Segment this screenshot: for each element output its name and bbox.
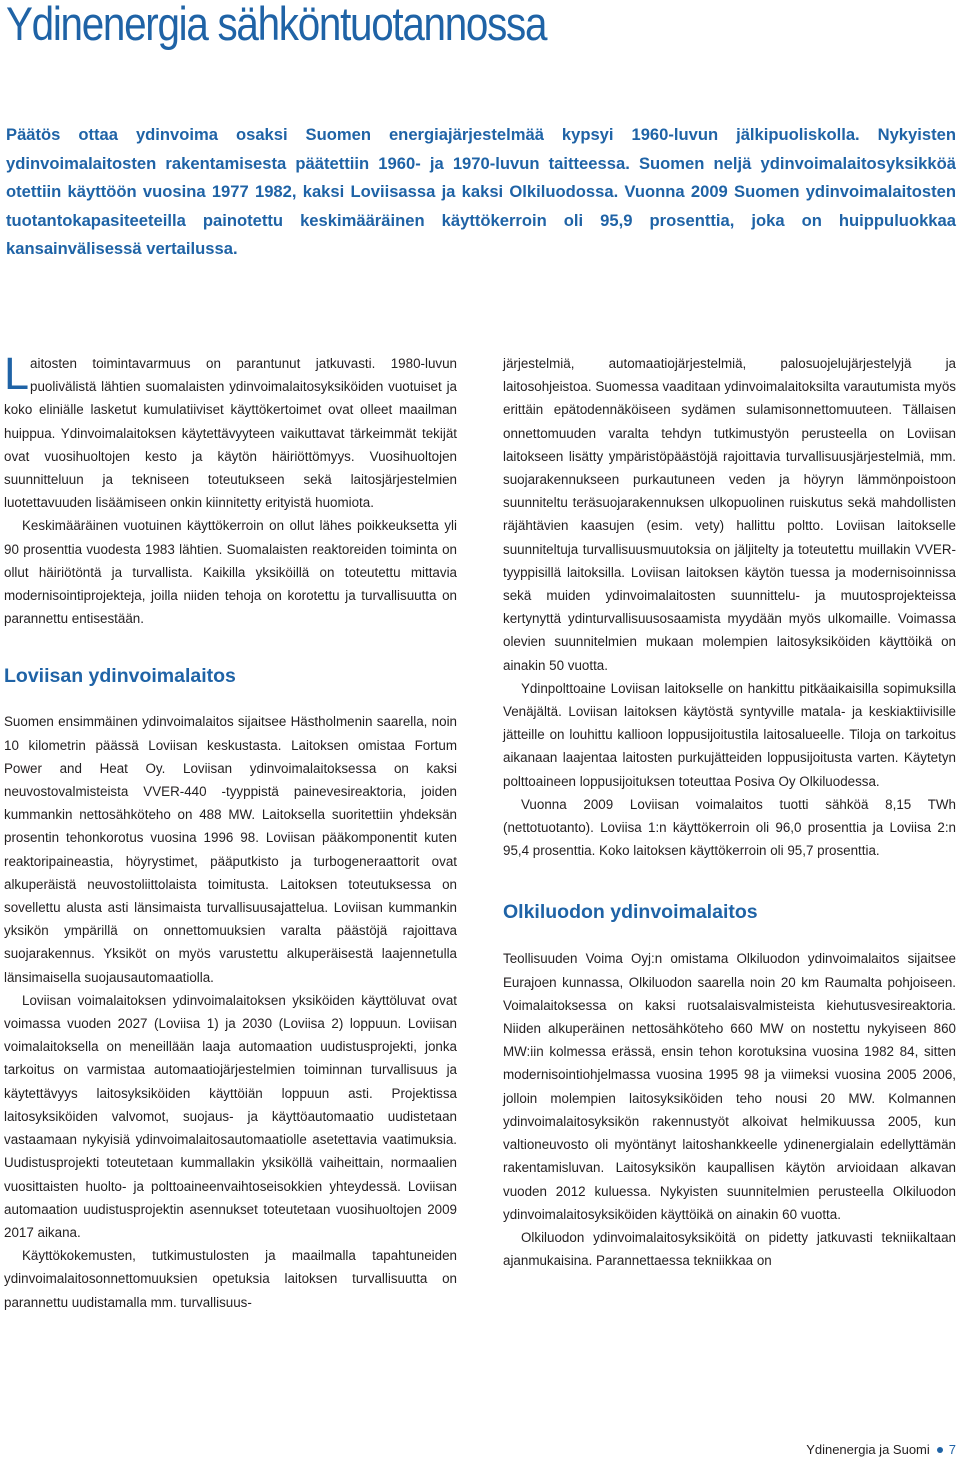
page-number: 7 <box>948 1442 956 1457</box>
body-paragraph: Suomen ensimmäinen ydinvoimalaitos sijaitsee Hästholmenin saarella, noin 10 kilometrin päässä Loviisan keskustasta. Laitoksen omistaa Fortum Power and Heat Oy. Loviisan ydinvoimalaitoksessa on kaksi neuvostovalmisteista VVER-440 -tyyppistä painevesireaktoria, joiden kummankin nettosähköteho on 488 MW. Laitoksella suoritettiin yhdeksän prosentin tehonkorotus vuosina 1996 98. Loviisan pääkomponentit kuten reaktoripaineastia, höyrystimet, pääputkisto ja turbogeneraattorit ovat alkuperäistä neuvostoliittolaista toimitusta. Laitoksen toteutuksessa on sovellettu alusta asti länsimaista turvallisuusajattelua. Loviisan kummankin yksikön ympärillä on onnettomuuksien varalta päästöjä rajoittava suojarakennus. Yksiköt on myös varustettu alkuperäisestä laajennetulla länsimaisella suojausautomaatiolla. <box>4 714 457 985</box>
page-footer <box>806 1442 956 1457</box>
body-paragraph: Ydinpolttoaine Loviisan laitokselle on hankittu pitkäaikaisilla sopimuksilla Venäjältä. Loviisan laitoksen käytöstä syntyville matala- ja keskiaktiivisille jätteille on louhittu kallioon loppusijoitustila laitosalueelle. Tiloja on tarkoitus aikanaan laajentaa laitosten purkujätteiden loppusijoitusta varten. Käytetyn polttoaineen loppusijoituksen toteuttaa Posiva Oy Olkiluodessa. <box>503 680 956 789</box>
body-paragraph: Olkiluodon ydinvoimalaitosyksiköitä on pidetty jatkuvasti tekniikaltaan ajanmukaisina. Parannettaessa tekniikkaa on <box>503 1229 956 1269</box>
body-paragraph: Keskimääräinen vuotuinen käyttökerroin on ollut lähes poikkeuksetta yli 90 prosenttia vuodesta 1983 lähtien. Suomalaisten reaktoreiden toiminta on ollut häiriötöntä ja turvallista. Kaikilla yksiköillä on toteutettu mittavia modernisointiprojekteja, joilla niiden tehoja on korotettu ja turvallisuutta on parannettu entisestään. <box>4 518 457 627</box>
body-paragraph: järjestelmiä, automaatiojärjestelmiä, palosuojelujärjestelyjä ja laitosohjeistoa. Suomessa vaaditaan ydinvoimalaitoksilta varautumista myös erittäin epätodennäköiseen sydämen sulamisonnettomuuteen. Tällaisen onnettomuuden varalta tehdyn tutkimustyön perusteella on Loviisan laitokseen lisätty ympäristöpäästöjä rajoittavia turvallisuusjärjestelmiä, mm. suojarakennukseen purkautuneen veden ja höyryn lämmönpoistoon suunniteltu teräsuojarakennuksen ulkopuolinen ruiskutus sekä mahdollisten räjähtävien kaasujen (esim. vety) hallittu poltto. Loviisan laitokselle suunniteltuja turvallisuusmuutoksia on jäljitelty ja toteutettu muillakin VVER-tyyppisillä laitoksilla. Loviisan laitoksen käytön tuessa ja modernisoinnissa sekä muiden ydinvoimalaitosten suunnittelu- ja muutosprojekteissa kertynyttä ydinturvallisuusosaamista myydään myös ulkomaille. Voimassa olevien suunnitelmien mukaan molempien laitosyksiköiden käyttöikä on ainakin 50 vuotta. <box>503 356 956 673</box>
section-heading-olkiluoto: Olkiluodon ydinvoimalaitos <box>503 901 758 924</box>
right-column <box>503 352 956 1272</box>
intro-paragraph-text: aitosten toimintavarmuus on parantunut jatkuvasti. 1980-luvun puolivälistä lähtien suomalaisten ydinvoimalaitosyksiköiden vuotuiset ja koko eliniälle lasketut kumulatiiviset käyttökertoimet ovat olleet maailman huippua. Ydinvoimalaitoksen käytettävyyteen vaikuttavat tärkeimmät tekijät ovat vuosihuoltojen kesto ja käytön häiriöttömyys. Vuosihuoltojen suunnitteluun ja tekniseen toteutukseen sekä laitosjärjestelmien luotettavuuden lisäämiseen onkin kiinnitetty erityistä huomiota. <box>4 356 457 511</box>
body-paragraph: Vuonna 2009 Loviisan voimalaitos tuotti sähköä 8,15 TWh (nettotuotanto). Loviisa 1:n käyttökerroin oli 96,0 prosenttia ja Loviisa 2:n 95,4 prosenttia. Koko laitoksen käyttökerroin oli 95,7 prosenttia. <box>503 796 956 859</box>
footer-publication-name: Ydinenergia ja Suomi <box>806 1442 930 1457</box>
section-heading-loviisa: Loviisan ydinvoimalaitos <box>4 665 236 688</box>
body-paragraph: Käyttökokemusten, tutkimustulosten ja maailmalla tapahtuneiden ydinvoimalaitosonnettomuuksien opetuksia laitoksen turvallisuutta on parannettu uudistamalla mm. turvallisuus- <box>4 1248 457 1310</box>
bullet-dot-icon <box>937 1447 943 1453</box>
drop-cap: L <box>4 348 30 399</box>
left-column <box>4 348 457 1314</box>
lead-paragraph: Päätös ottaa ydinvoima osaksi Suomen energiajärjestelmää kypsyi 1960-luvun jälkipuoliskolla. Nykyisten ydinvoimalaitosten rakentamisesta päätettiin 1960- ja 1970-luvun taitteessa. Suomen neljä ydinvoimalaitosyksikköä otettiin käyttöön vuosina 1977 1982, kaksi Loviisassa ja kaksi Olkiluodossa. Vuonna 2009 Suomen ydinvoimalaitosten tuotantokapasiteeteilla painotettu keskimääräinen käyttökerroin oli 95,9 prosenttia, joka on huippuluokkaa kansainvälisessä vertailussa. <box>6 125 956 259</box>
intro-paragraph <box>4 348 457 514</box>
body-paragraph: Teollisuuden Voima Oyj:n omistama Olkiluodon ydinvoimalaitos sijaitsee Eurajoen kunnassa, Olkiluodon saarella noin 20 km Raumalta pohjoiseen. Voimalaitoksessa on kaksi ruotsalaisvalmisteista kiehutusvesireaktoria. Niiden alkuperäinen nettosähköteho 660 MW on nostettu nykyiseen 860 MW:iin kolmessa erässä, ensin tehon korotuksina vuosina 1982 84, sitten modernisointiohjelmassa vuosina 1995 98 ja viimeksi vuosina 2005 2006, jolloin molempien laitosyksiköiden teho nousi 20 MW. Kolmannen ydinvoimalaitosyksikön rakennustyöt alkoivat helmikuussa 2005, kun valtioneuvosto oli myöntänyt laitoshankkeelle ydinenergialain edellyttämän rakentamisluvan. Laitosyksikön kaupallisen käytön arvioidaan alkavan vuoden 2012 kuluessa. Nykyisten suunnitelmien perusteella Olkiluodon ydinvoimalaitosyksiköiden käyttöikä on ainakin 60 vuotta. <box>503 951 956 1222</box>
page-title: Ydinenergia sähköntuotannossa <box>6 0 547 50</box>
body-paragraph: Loviisan voimalaitoksen ydinvoimalaitoksen yksiköiden käyttöluvat ovat voimassa vuoden 2027 (Loviisa 1) ja 2030 (Loviisa 2) loppuun. Loviisan voimalaitoksella on meneillään laaja automaation uudistusprojekti, jonka tarkoitus on varmistaa automaatiojärjestelmien toiminnan turvallisuus ja käytettävyys laitosyksiköiden käyttöiän loppuun asti. Projektissa laitosyksiköiden valvomot, suojaus- ja käyttöautomaatio uudistetaan vastaamaan nykyisiä ydinvoimalaitosautomaatiolle asetettavia vaatimuksia. Uudistusprojekti toteutetaan kummallakin yksiköllä vaiheittain, normaalien vuosittaisten huolto- ja polttoaineenvaihtoseisokkien yhteydessä. Loviisan automaation uudistusprojektin asennukset toteutetaan vuosihuoltojen 2009 2017 aikana. <box>4 992 457 1240</box>
